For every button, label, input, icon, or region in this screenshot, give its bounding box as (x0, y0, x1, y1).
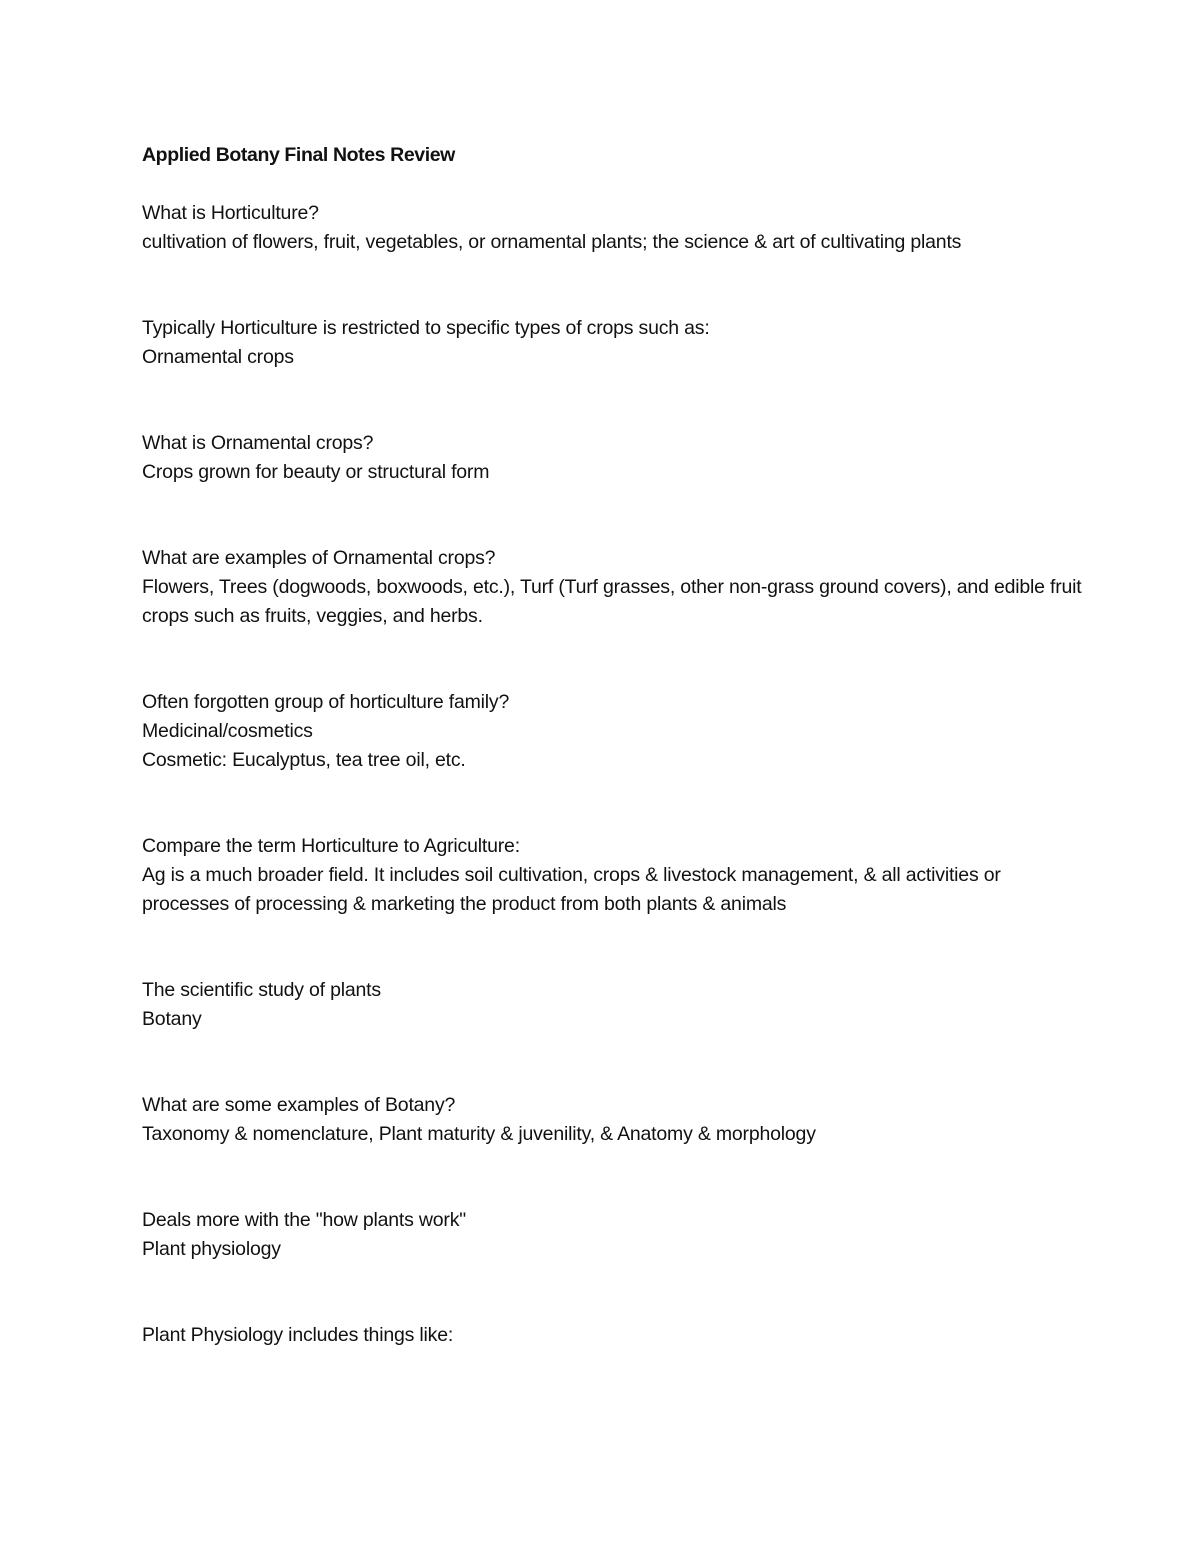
question-text: The scientific study of plants (142, 979, 381, 1001)
spacer (142, 631, 1082, 688)
qa-block-botany (142, 976, 1082, 1034)
spacer (142, 257, 1082, 314)
qa-block-horticulture-vs-agriculture (142, 832, 1082, 919)
answer-text: Flowers, Trees (dogwoods, boxwoods, etc.), Turf (Turf grasses, other non-grass ground covers), and edible fruit crops such as fruits, veggies, and herbs. (142, 576, 1082, 627)
question-text: Compare the term Horticulture to Agriculture: (142, 835, 520, 857)
qa-block-crop-types (142, 314, 1082, 372)
qa-block-physiology-includes (142, 1321, 1082, 1350)
question-text: What is Horticulture? (142, 202, 319, 224)
answer-text: Ornamental crops (142, 346, 294, 368)
answer-text: Ag is a much broader field. It includes soil cultivation, crops & livestock management, & all activities or processes of processing & marketing the product from both plants & animals (142, 864, 1001, 915)
document-body (142, 141, 1082, 1350)
qa-block-ornamental-examples (142, 544, 1082, 631)
question-text: Deals more with the "how plants work" (142, 1209, 466, 1231)
question-text: Often forgotten group of horticulture family? (142, 691, 510, 713)
spacer (142, 919, 1082, 976)
answer-text: Crops grown for beauty or structural form (142, 461, 490, 483)
question-text: What is Ornamental crops? (142, 432, 374, 454)
answer-text: Plant physiology (142, 1238, 281, 1260)
document-title: Applied Botany Final Notes Review (142, 144, 455, 166)
spacer (142, 1149, 1082, 1206)
spacer (142, 372, 1082, 429)
spacer (142, 1034, 1082, 1091)
answer-text: cultivation of flowers, fruit, vegetables, or ornamental plants; the science & art of cultivating plants (142, 231, 962, 253)
qa-block-horticulture (142, 199, 1082, 257)
spacer (142, 1264, 1082, 1321)
question-text: Typically Horticulture is restricted to specific types of crops such as: (142, 317, 710, 339)
answer-text: Medicinal/cosmetics (142, 720, 313, 742)
qa-block-plant-physiology (142, 1206, 1082, 1264)
question-text: What are examples of Ornamental crops? (142, 547, 496, 569)
spacer (142, 487, 1082, 544)
answer-text: Botany (142, 1008, 202, 1030)
answer-text: Cosmetic: Eucalyptus, tea tree oil, etc. (142, 749, 466, 771)
qa-block-forgotten-group (142, 688, 1082, 775)
qa-block-botany-examples (142, 1091, 1082, 1149)
question-text: Plant Physiology includes things like: (142, 1324, 454, 1346)
answer-text: Taxonomy & nomenclature, Plant maturity & juvenility, & Anatomy & morphology (142, 1123, 816, 1145)
question-text: What are some examples of Botany? (142, 1094, 456, 1116)
qa-block-ornamental-crops (142, 429, 1082, 487)
spacer (142, 170, 1082, 199)
spacer (142, 775, 1082, 832)
